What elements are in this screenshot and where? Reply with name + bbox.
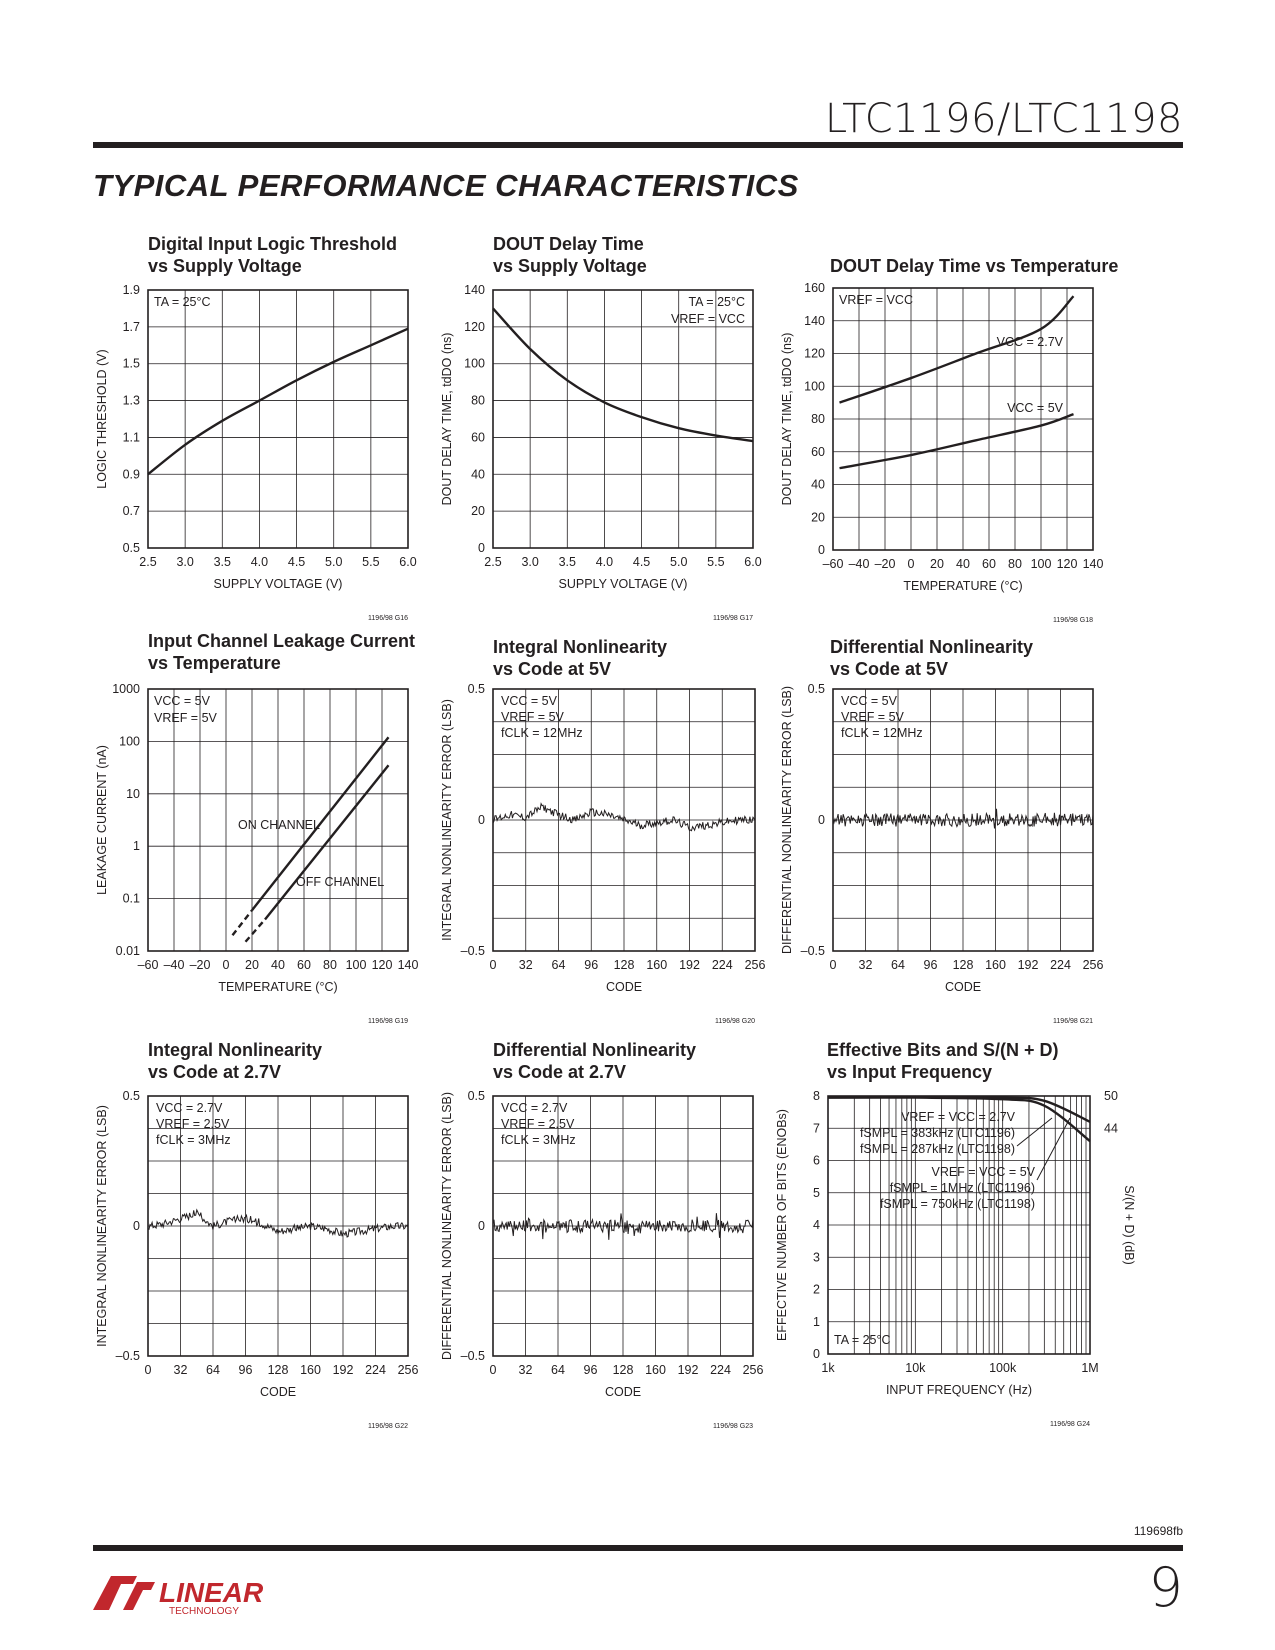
- y-tick-label: 100: [119, 734, 140, 749]
- y-tick-label: 6: [813, 1153, 820, 1168]
- x-tick-label: 256: [744, 958, 766, 972]
- x-tick-label: 32: [518, 1363, 533, 1377]
- annotation-fclk-3mhz: fCLK = 3MHz: [156, 1133, 231, 1147]
- x-tick-label: 160: [646, 958, 668, 972]
- y-tick-label: 0.5: [122, 541, 140, 555]
- x-tick-label: 5.5: [707, 555, 725, 569]
- x-tick-label: 96: [584, 958, 599, 972]
- x-tick-label: 256: [397, 1363, 419, 1377]
- x-tick-label: 60: [297, 958, 311, 972]
- y-tick-label: 0.1: [122, 891, 140, 906]
- x-axis-label: SUPPLY VOLTAGE (V): [558, 577, 688, 591]
- chart-g19: [90, 625, 430, 1025]
- x-tick-label: 100k: [989, 1361, 1017, 1375]
- svg-text:LINEAR: LINEAR: [159, 1577, 263, 1608]
- annotation-fsmpl-750khz-ltc1198: fSMPL = 750kHz (LTC1198): [879, 1197, 1035, 1211]
- annotation-fsmpl-1mhz-ltc1196: fSMPL = 1MHz (LTC1196): [889, 1181, 1035, 1195]
- annotation-vcc-2-7v: VCC = 2.7V: [501, 1101, 568, 1115]
- y-tick-label: –0.5: [800, 944, 825, 958]
- chart-title-line: vs Code at 5V: [830, 659, 949, 679]
- chart-title-line: Integral Nonlinearity: [148, 1040, 323, 1060]
- x-tick-label: –40: [848, 557, 870, 571]
- y-tick-label: 2: [813, 1282, 820, 1297]
- x-tick-label: –40: [163, 958, 185, 972]
- annotation-vref-2-5v: VREF = 2.5V: [501, 1117, 575, 1131]
- chart-g18: [775, 228, 1119, 624]
- y-tick-label: 120: [464, 319, 485, 334]
- x-tick-label: 32: [518, 958, 533, 972]
- y-axis-label: LEAKAGE CURRENT (nA): [95, 745, 109, 895]
- chart-title-line: Digital Input Logic Threshold: [148, 234, 397, 254]
- chart-title-line: vs Temperature: [148, 653, 281, 673]
- chart-title-line: Integral Nonlinearity: [493, 637, 668, 657]
- x-axis-label: INPUT FREQUENCY (Hz): [885, 1383, 1033, 1397]
- series-off-channel-dashed: [246, 919, 266, 941]
- annotation-vcc-5v: VCC = 5V: [154, 694, 210, 708]
- y-tick-label: 40: [471, 467, 485, 482]
- chart-title-line: DOUT Delay Time: [493, 234, 644, 254]
- y-tick-label: 120: [804, 346, 825, 361]
- annotation-off-channel: OFF CHANNEL: [296, 875, 385, 889]
- x-axis-label: CODE: [259, 1385, 297, 1399]
- y-axis-label: DOUT DELAY TIME, tdDO (ns): [440, 332, 454, 506]
- annotation-vref-2-5v: VREF = 2.5V: [156, 1117, 230, 1131]
- y-tick-label: 0.7: [122, 504, 140, 519]
- x-tick-label: 160: [300, 1363, 321, 1377]
- x-tick-label: 80: [323, 958, 337, 972]
- chart-title-line: Differential Nonlinearity: [830, 637, 1034, 657]
- y-axis-label: INTEGRAL NONLINEARITY ERROR (LSB): [440, 699, 454, 941]
- y-tick-label: 1: [133, 839, 140, 854]
- plot-frame: [148, 290, 408, 548]
- annotation-on-channel: ON CHANNEL: [238, 818, 320, 832]
- x-tick-label: 5.0: [670, 555, 688, 569]
- x-tick-label: 2.5: [139, 555, 157, 569]
- x-tick-label: 3.0: [176, 555, 194, 569]
- annotation-vref-vcc-5v: VREF = VCC = 5V: [931, 1165, 1035, 1179]
- chart-title-line: vs Code at 2.7V: [493, 1062, 627, 1082]
- y-tick-label: 100: [464, 356, 485, 371]
- annotation-vref-5v: VREF = 5V: [841, 710, 904, 724]
- y-tick-label: 3: [813, 1250, 820, 1265]
- x-tick-label: 4.5: [632, 555, 651, 569]
- y-right-tick-label: 50: [1104, 1089, 1118, 1103]
- x-tick-label: 5.0: [325, 555, 343, 569]
- annotation-fsmpl-287khz-ltc1198: fSMPL = 287kHz (LTC1198): [859, 1142, 1015, 1156]
- chart-title-line: vs Input Frequency: [827, 1062, 993, 1082]
- y-tick-label: 10: [126, 786, 140, 801]
- x-tick-label: 100: [345, 958, 367, 972]
- bottom-rule: [93, 1545, 1183, 1551]
- annotation-fclk-12mhz: fCLK = 12MHz: [841, 726, 923, 740]
- x-tick-label: 4.0: [595, 555, 614, 569]
- y-tick-label: 4: [813, 1218, 820, 1232]
- y-tick-label: –0.5: [460, 1349, 485, 1363]
- x-tick-label: 20: [245, 958, 259, 972]
- x-tick-label: 0: [489, 958, 497, 972]
- y-tick-label: 0.01: [115, 944, 140, 958]
- figure-id: 1196/98 G19: [368, 1018, 408, 1025]
- annotation-vref-vcc: VREF = VCC: [671, 312, 745, 326]
- x-tick-label: 128: [613, 958, 635, 972]
- annotation-fsmpl-383khz-ltc1196: fSMPL = 383kHz (LTC1196): [859, 1126, 1015, 1140]
- y-tick-label: 8: [813, 1089, 820, 1103]
- annotation-arrow: [1017, 1118, 1052, 1146]
- x-tick-label: 0: [144, 1363, 152, 1377]
- figure-id: 1196/98 G22: [368, 1423, 408, 1430]
- y-tick-label: 0: [478, 1219, 485, 1233]
- x-tick-label: 20: [930, 557, 944, 571]
- chart-title-line: Effective Bits and S/(N + D): [827, 1040, 1059, 1060]
- y-tick-label: 7: [813, 1121, 820, 1136]
- y-tick-label: 0: [813, 1347, 820, 1361]
- x-tick-label: –60: [822, 557, 844, 571]
- y-tick-label: 140: [464, 283, 485, 297]
- y-tick-label: 20: [811, 510, 825, 525]
- x-tick-label: 140: [1082, 557, 1104, 571]
- series-threshold: [148, 329, 408, 475]
- x-axis-label: SUPPLY VOLTAGE (V): [213, 577, 343, 591]
- x-tick-label: 0: [907, 557, 915, 571]
- x-tick-label: 224: [1050, 958, 1071, 972]
- y-tick-label: 40: [811, 477, 825, 492]
- annotation-ta-25-c: TA = 25°C: [688, 295, 745, 309]
- x-tick-label: 40: [271, 958, 285, 972]
- y-tick-label: 80: [811, 412, 825, 426]
- y-tick-label: 160: [804, 281, 825, 295]
- chart-title-line: vs Supply Voltage: [148, 256, 302, 276]
- y-tick-label: 1.5: [122, 356, 140, 371]
- y-tick-label: 1.7: [122, 319, 140, 334]
- y-right-tick-label: 44: [1104, 1121, 1118, 1136]
- annotation-vcc-5v: VCC = 5V: [501, 694, 557, 708]
- x-tick-label: 256: [742, 1363, 764, 1377]
- y-tick-label: 0.5: [467, 1089, 485, 1103]
- x-tick-label: 64: [551, 1363, 565, 1377]
- x-axis-label: CODE: [605, 980, 643, 994]
- y-tick-label: 100: [804, 379, 825, 394]
- y-tick-label: –0.5: [115, 1349, 140, 1363]
- annotation-arrow: [1037, 1118, 1070, 1180]
- section-title: TYPICAL PERFORMANCE CHARACTERISTICS: [93, 168, 799, 203]
- x-tick-label: 1k: [821, 1361, 835, 1375]
- chart-title-line: vs Code at 5V: [493, 659, 612, 679]
- svg-text:TECHNOLOGY: TECHNOLOGY: [169, 1606, 240, 1616]
- annotation-vcc-2-7v: VCC = 2.7V: [996, 335, 1063, 349]
- annotation-vcc-5v: VCC = 5V: [1007, 401, 1063, 415]
- y-axis-label: EFFECTIVE NUMBER OF BITS (ENOBs): [775, 1109, 789, 1341]
- y-tick-label: 60: [811, 444, 825, 459]
- x-tick-label: –60: [137, 958, 159, 972]
- x-tick-label: 192: [332, 1363, 354, 1377]
- y-axis-label: LOGIC THRESHOLD (V): [95, 349, 109, 489]
- y-tick-label: 0.5: [467, 682, 485, 696]
- annotation-ta-25-c: TA = 25°C: [834, 1333, 891, 1347]
- y-tick-label: 60: [471, 430, 485, 445]
- annotation-fclk-3mhz: fCLK = 3MHz: [501, 1133, 576, 1147]
- y-tick-label: 1.3: [122, 393, 140, 408]
- chart-g21: [775, 625, 1115, 1025]
- x-tick-label: 192: [679, 958, 700, 972]
- y-tick-label: 5: [813, 1185, 820, 1200]
- chart-title-line: Differential Nonlinearity: [493, 1040, 697, 1060]
- linear-technology-logo: [93, 1568, 263, 1616]
- x-tick-label: 160: [985, 958, 1006, 972]
- x-tick-label: 5.5: [362, 555, 380, 569]
- y-tick-label: 0.5: [807, 682, 825, 696]
- x-tick-label: 3.5: [213, 555, 231, 569]
- x-tick-label: 64: [206, 1363, 220, 1377]
- annotation-vref-5v: VREF = 5V: [154, 711, 217, 725]
- x-tick-label: 6.0: [399, 555, 417, 569]
- figure-id: 1196/98 G16: [368, 615, 408, 622]
- x-tick-label: 40: [956, 557, 970, 571]
- x-tick-label: 2.5: [484, 555, 502, 569]
- x-tick-label: 3.5: [558, 555, 576, 569]
- y-tick-label: 140: [804, 313, 825, 328]
- series-off-channel: [265, 765, 389, 919]
- y-tick-label: –0.5: [460, 944, 485, 958]
- chart-g20: [435, 625, 775, 1025]
- x-tick-label: 96: [923, 958, 938, 972]
- x-tick-label: 224: [710, 1363, 731, 1377]
- chart-title-line: DOUT Delay Time vs Temperature: [830, 256, 1119, 276]
- y-tick-label: 0.5: [122, 1089, 140, 1103]
- x-tick-label: 120: [1056, 557, 1078, 571]
- x-tick-label: 80: [1008, 557, 1022, 571]
- x-tick-label: 32: [858, 958, 873, 972]
- doc-code: 119698fb: [1133, 1524, 1183, 1538]
- annotation-vcc-2-7v: VCC = 2.7V: [156, 1101, 223, 1115]
- chart-g23: [435, 1032, 775, 1430]
- x-tick-label: 3.0: [521, 555, 539, 569]
- x-tick-label: 100: [1030, 557, 1052, 571]
- x-tick-label: 0: [222, 958, 230, 972]
- x-tick-label: 10k: [905, 1361, 926, 1375]
- figure-id: 1196/98 G24: [1050, 1421, 1090, 1428]
- y-axis-label: DIFFERENTIAL NONLINEARITY ERROR (LSB): [440, 1091, 454, 1361]
- page-number: 9: [1148, 1556, 1183, 1619]
- y-tick-label: 1000: [112, 682, 140, 696]
- chart-title-line: vs Supply Voltage: [493, 256, 647, 276]
- y-tick-label: 1: [813, 1314, 820, 1329]
- annotation-fclk-12mhz: fCLK = 12MHz: [501, 726, 583, 740]
- x-tick-label: 192: [677, 1363, 699, 1377]
- part-number: LTC1196/LTC1198: [824, 96, 1183, 142]
- x-tick-label: 256: [1082, 958, 1104, 972]
- chart-g17: [435, 228, 775, 623]
- top-rule: [93, 142, 1183, 148]
- figure-id: 1196/98 G21: [1053, 1018, 1093, 1025]
- x-axis-label: TEMPERATURE (°C): [218, 980, 338, 994]
- plot-frame: [493, 290, 753, 548]
- x-tick-label: 0: [829, 958, 837, 972]
- series-on-channel-dashed: [233, 910, 253, 935]
- x-tick-label: 96: [583, 1363, 598, 1377]
- x-tick-label: –20: [874, 557, 896, 571]
- x-tick-label: 128: [267, 1363, 289, 1377]
- x-tick-label: 1M: [1081, 1361, 1099, 1375]
- annotation-vref-vcc: VREF = VCC: [839, 293, 913, 307]
- annotation-vref-vcc-2-7v: VREF = VCC = 2.7V: [901, 1110, 1015, 1124]
- chart-title-line: Input Channel Leakage Current: [148, 631, 416, 651]
- chart-g22: [90, 1032, 430, 1430]
- x-tick-label: –20: [189, 958, 211, 972]
- y-tick-label: 0: [133, 1219, 140, 1233]
- y-tick-label: 0.9: [122, 467, 140, 482]
- figure-id: 1196/98 G20: [715, 1018, 755, 1025]
- x-tick-label: 224: [711, 958, 733, 972]
- y-tick-label: 20: [471, 504, 485, 519]
- y-tick-label: 0: [818, 543, 825, 557]
- chart-title-line: vs Code at 2.7V: [148, 1062, 282, 1082]
- x-tick-label: 140: [397, 958, 419, 972]
- y-tick-label: 80: [471, 393, 485, 408]
- x-axis-label: CODE: [604, 1385, 642, 1399]
- x-tick-label: 4.0: [250, 555, 269, 569]
- annotation-ta-25-c: TA = 25°C: [154, 295, 211, 309]
- y-axis-label: DIFFERENTIAL NONLINEARITY ERROR (LSB): [780, 685, 794, 955]
- x-axis-label: TEMPERATURE (°C): [903, 579, 1023, 593]
- y-axis-label: DOUT DELAY TIME, tdDO (ns): [780, 332, 794, 506]
- series-vcc-5v: [840, 414, 1074, 468]
- x-tick-label: 160: [645, 1363, 666, 1377]
- y-tick-label: 0: [478, 541, 485, 555]
- figure-id: 1196/98 G23: [713, 1423, 753, 1430]
- x-tick-label: 4.5: [287, 555, 306, 569]
- chart-g24: [775, 1032, 1135, 1427]
- x-tick-label: 64: [551, 958, 566, 972]
- y-tick-label: 1.1: [122, 430, 140, 445]
- x-tick-label: 96: [238, 1363, 253, 1377]
- y-tick-label: 0: [478, 813, 485, 827]
- y-right-axis-label: S/(N + D) (dB): [1122, 1185, 1136, 1265]
- x-tick-label: 64: [891, 958, 905, 972]
- x-tick-label: 128: [952, 958, 974, 972]
- y-tick-label: 1.9: [122, 283, 140, 297]
- x-tick-label: 32: [173, 1363, 188, 1377]
- x-tick-label: 60: [982, 557, 996, 571]
- series-delay: [493, 308, 753, 441]
- x-tick-label: 192: [1017, 958, 1039, 972]
- x-tick-label: 128: [612, 1363, 634, 1377]
- x-axis-label: CODE: [944, 980, 982, 994]
- annotation-vref-5v: VREF = 5V: [501, 710, 564, 724]
- figure-id: 1196/98 G17: [713, 615, 753, 622]
- x-tick-label: 0: [489, 1363, 497, 1377]
- x-tick-label: 224: [365, 1363, 386, 1377]
- series-vcc-2-7v: [840, 296, 1074, 402]
- annotation-vcc-5v: VCC = 5V: [841, 694, 897, 708]
- x-tick-label: 6.0: [744, 555, 762, 569]
- chart-g16: [90, 228, 430, 623]
- figure-id: 1196/98 G18: [1053, 617, 1093, 624]
- y-axis-label: INTEGRAL NONLINEARITY ERROR (LSB): [95, 1105, 109, 1347]
- x-tick-label: 120: [371, 958, 393, 972]
- y-tick-label: 0: [818, 813, 825, 827]
